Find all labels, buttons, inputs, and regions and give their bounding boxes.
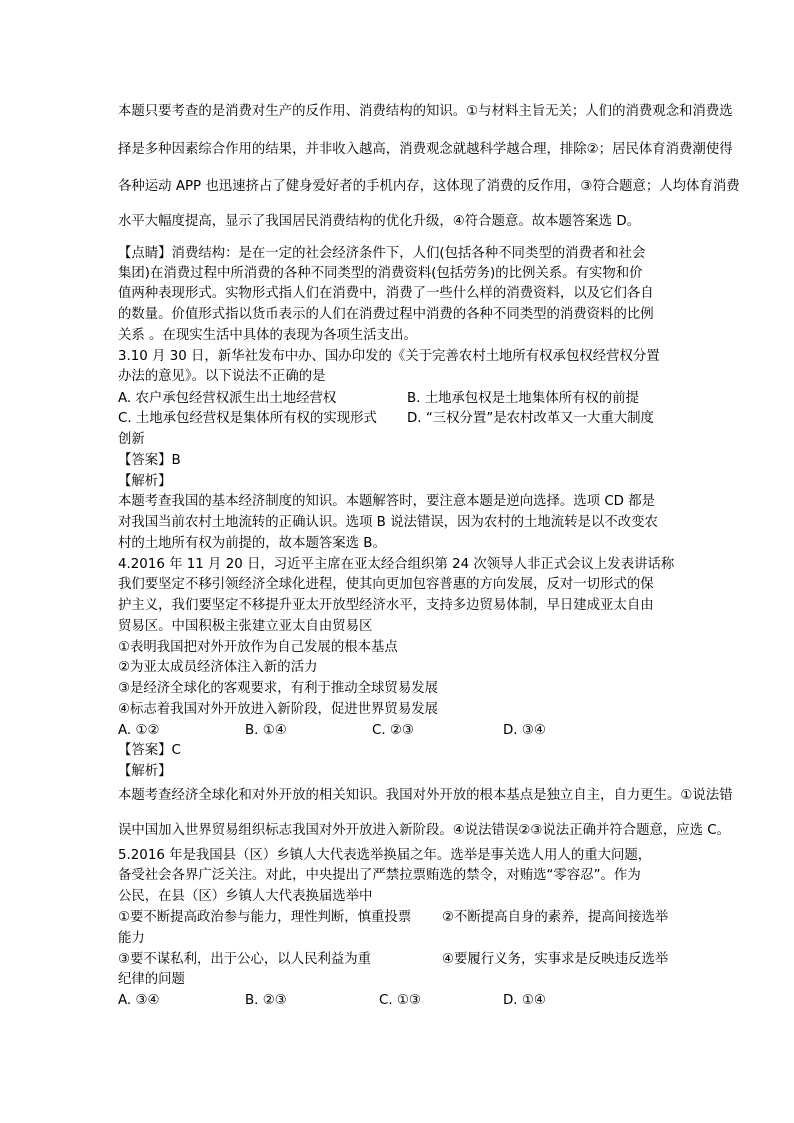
q5-item-4: ④要履行义务，实事求是反映违反选举 — [442, 952, 669, 967]
q4-option-c: C. ②③ — [372, 723, 414, 738]
q3-analysis-line-2: 对我国当前农村土地流转的正确认识。选项 B 说法错误，因为农村的土地流转是以不改变农 — [118, 515, 658, 530]
q3-option-d: D. “三权分置”是农村改革又一大重大制度 — [407, 411, 654, 426]
explain-line-4: 水平大幅度提高，显示了我国居民消费结构的优化升级，④符合题意。故本题答案选 D。 — [118, 214, 641, 229]
q4-option-d: D. ③④ — [503, 723, 546, 738]
q4-item-4: ④标志着我国对外开放进入新阶段，促进世界贸易发展 — [118, 702, 438, 717]
q3-stem-line-1: 3.10 月 30 日，新华社发布中办、国办印发的《关于完善农村土地所有权承包权经营权分置 — [118, 349, 660, 364]
explain-line-3: 各种运动 APP 也迅速挤占了健身爱好者的手机内存，这体现了消费的反作用，③符合题意；人均体育消费 — [118, 179, 740, 194]
q4-option-b: B. ①④ — [245, 723, 287, 738]
q4-option-a: A. ①② — [118, 723, 160, 738]
q3-stem-line-2: 办法的意见》。以下说法不正确的是 — [118, 369, 326, 384]
q3-analysis-line-1: 本题考查我国的基本经济制度的知识。本题解答时，要注意本题是逆向选择。选项 CD 都是 — [118, 494, 656, 509]
q3-option-b: B. 土地承包权是土地集体所有权的前提 — [407, 391, 639, 406]
q5-option-a: A. ③④ — [118, 993, 160, 1008]
q5-stem-line-1: 5.2016 年是我国县（区）乡镇人大代表选举换届之年。选举是事关选人用人的重大问题， — [118, 848, 652, 863]
q3-analysis-label: 【解析】 — [118, 474, 172, 489]
q4-stem-line-4: 贸易区。中国积极主张建立亚太自由贸易区 — [118, 619, 373, 634]
q3-answer: 【答案】B — [118, 453, 181, 468]
q4-stem-line-3: 护主义，我们要坚定不移提升亚太开放型经济水平，支持多边贸易体制，早日建成亚太自由 — [118, 598, 654, 613]
q5-item-3: ③要不谋私利，出于公心，以人民利益为重 — [118, 952, 372, 967]
q4-analysis-line-2: 误中国加入世界贸易组织标志我国对外开放进入新阶段。④说法错误②③说法正确并符合题意，应选 C。 — [118, 823, 731, 838]
q3-option-d-cont: 创新 — [118, 432, 145, 447]
q5-stem-line-3: 公民，在县（区）乡镇人大代表换届选举中 — [118, 889, 373, 904]
q4-item-2: ②为亚太成员经济体注入新的活力 — [118, 660, 318, 675]
q3-option-c: C. 土地承包经营权是集体所有权的实现形式 — [118, 411, 377, 426]
explain-line-1: 本题只要考查的是消费对生产的反作用、消费结构的知识。①与材料主旨无关；人们的消费观念和消费选 — [118, 104, 733, 119]
q4-item-1: ①表明我国把对外开放作为自己发展的根本基点 — [118, 640, 398, 655]
dianjing-line-1: 【点睛】消费结构：是在一定的社会经济条件下，人们(包括各种不同类型的消费者和社会 — [118, 246, 646, 261]
q4-analysis-line-1: 本题考查经济全球化和对外开放的相关知识。我国对外开放的根本基点是独立自主，自力更生。①说法错 — [118, 788, 733, 803]
q5-option-d: D. ①④ — [503, 993, 546, 1008]
q4-item-3: ③是经济全球化的客观要求，有利于推动全球贸易发展 — [118, 681, 438, 696]
q5-stem-line-2: 备受社会各界广泛关注。对此，中央提出了严禁拉票贿选的禁令，对贿选“零容忍”。作为 — [118, 868, 641, 883]
q5-item-4-cont: 纪律的问题 — [118, 972, 185, 987]
q5-item-2: ②不断提高自身的素养，提高间接选举 — [442, 910, 669, 925]
q5-item-1: ①要不断提高政治参与能力，理性判断，慎重投票 — [118, 910, 412, 925]
dianjing-line-4: 的数量。价值形式指以货币表示的人们在消费过程中消费的各种不同类型的消费资料的比例 — [118, 307, 654, 322]
q5-option-c: C. ①③ — [379, 993, 421, 1008]
q4-stem-line-2: 我们要坚定不移引领经济全球化进程，使其向更加包容普惠的方向发展，反对一切形式的保 — [118, 577, 654, 592]
q5-item-2-cont: 能力 — [118, 931, 145, 946]
q4-answer: 【答案】C — [118, 743, 181, 758]
dianjing-line-5: 关系 。在现实生活中具体的表现为各项生活支出。 — [118, 328, 417, 343]
q4-stem-line-1: 4.2016 年 11 月 20 日，习近平主席在亚太经合组织第 24 次领导人非正式会议上发表讲话称 — [118, 557, 675, 572]
q5-option-b: B. ②③ — [245, 993, 287, 1008]
dianjing-line-2: 集团)在消费过程中所消费的各种不同类型的消费资料(包括劳务)的比例关系。有实物和价 — [118, 266, 643, 281]
dianjing-line-3: 值两种表现形式。实物形式指人们在消费中，消费了一些什么样的消费资料，以及它们各自 — [118, 286, 654, 301]
q3-option-a: A. 农户承包经营权派生出土地经营权 — [118, 391, 337, 406]
explain-line-2: 择是多种因素综合作用的结果，并非收入越高，消费观念就越科学越合理，排除②；居民体育消费潮使得 — [118, 142, 733, 157]
q4-analysis-label: 【解析】 — [118, 764, 172, 779]
q3-analysis-line-3: 村的土地所有权为前提的，故本题答案选 B。 — [118, 536, 386, 551]
